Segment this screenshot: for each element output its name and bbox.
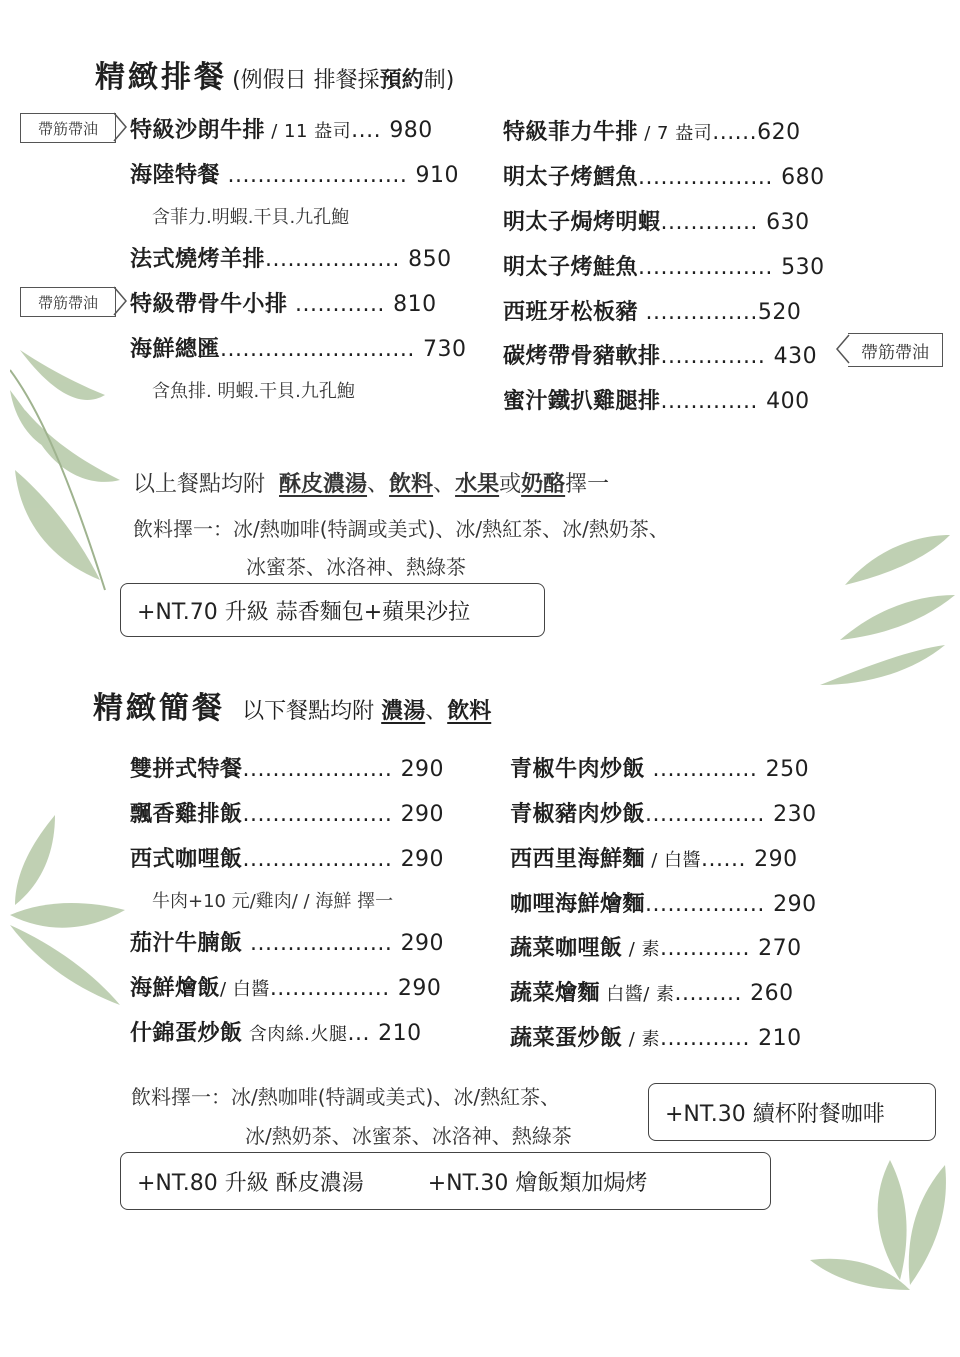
item-description: 含魚排. 明蝦.干貝.九孔鮑 (152, 381, 355, 402)
item-name: 蜜汁鐵扒雞腿排 (503, 389, 661, 414)
item-dots: ............ (287, 292, 385, 317)
item-dots: .............. (660, 344, 766, 369)
badge-arrow-right-icon (113, 286, 127, 316)
leaf-decoration-left-top (10, 350, 130, 600)
item-dots: ............ (660, 936, 750, 961)
item-note: / 11 盎司 (265, 121, 352, 142)
item-name: 雙拼式特餐 (130, 757, 243, 782)
refill-box (648, 1083, 936, 1141)
item-note: / 素 (622, 939, 661, 960)
item-name: 碳烤帶骨豬軟排 (503, 344, 661, 369)
item-price: 290 (400, 802, 445, 827)
upgrade-soup-text: +NT.80 升級 酥皮濃湯 (137, 1170, 364, 1196)
item-name: 明太子烤鱈魚 (503, 165, 639, 190)
item-price: 980 (389, 118, 433, 143)
menu-item (130, 797, 444, 828)
includes-drink: 飲料 (389, 472, 434, 497)
item-price: 290 (400, 847, 445, 872)
subtitle-prefix: (例假日 排餐採 (232, 68, 380, 93)
item-price: 290 (400, 757, 445, 782)
item-note: / 7 盎司 (638, 123, 713, 144)
drinks-options-line1: 飲料擇一：冰/熱咖啡(特調或美式)、冰/熱紅茶、冰/熱奶茶、 (133, 517, 669, 541)
set-meals-includes (133, 467, 609, 498)
item-name: 特級菲力牛排 (503, 120, 639, 145)
upgrade-box (120, 1152, 771, 1210)
item-price: 430 (773, 344, 818, 369)
item-note: 白醬/ 素 (600, 984, 675, 1005)
leaf-decoration-right-bottom (810, 1160, 955, 1295)
menu-item (503, 250, 825, 281)
separator: 、 (433, 472, 456, 497)
includes-prefix: 以上餐點均附 (133, 472, 266, 497)
item-price: 210 (758, 1026, 802, 1051)
badge-tendon-fat: 帶筋帶油 (848, 333, 943, 367)
item-price: 620 (757, 120, 801, 145)
item-note: / 白醬 (645, 850, 702, 871)
set-meals-header (95, 52, 454, 96)
menu-item (510, 842, 798, 873)
item-price: 680 (781, 165, 825, 190)
item-price: 850 (408, 247, 452, 272)
includes-suffix: 擇一 (565, 472, 610, 497)
item-price: 210 (378, 1021, 422, 1046)
item-price: 250 (765, 757, 810, 782)
menu-item (130, 752, 444, 783)
item-dots: .................. (638, 255, 773, 280)
menu-item (503, 205, 810, 236)
light-meals-header (93, 683, 491, 727)
menu-item (510, 887, 817, 918)
item-name: 法式燒烤羊排 (130, 247, 266, 272)
item-description: 含菲力.明蝦.干貝.九孔鮑 (152, 207, 350, 228)
menu-item (130, 926, 444, 957)
menu-item (130, 113, 433, 144)
item-name: 青椒豬肉炒飯 (510, 802, 646, 827)
drinks-options-line2: 冰蜜茶、冰洛神、熱綠茶 (246, 555, 466, 579)
refill-text: +NT.30 續杯附餐咖啡 (665, 1101, 885, 1127)
item-dots: ............. (660, 389, 758, 414)
includes-pudding: 奶酪 (521, 472, 566, 497)
section-title: 精緻排餐 (95, 60, 227, 95)
item-dots: ............. (660, 210, 758, 235)
item-dots: ......... (674, 981, 742, 1006)
item-dots: .................... (242, 802, 393, 827)
section-subtitle (235, 699, 491, 724)
item-price: 290 (754, 847, 798, 872)
item-dots: ...... (701, 847, 746, 872)
item-name: 咖哩海鮮燴麵 (510, 892, 646, 917)
menu-item (510, 976, 794, 1007)
item-name: 青椒牛肉炒飯 (510, 757, 646, 782)
upgrade-box (120, 583, 545, 637)
menu-item (130, 1016, 422, 1047)
item-name: 海鮮總匯 (130, 337, 221, 362)
section-title: 精緻簡餐 (93, 691, 225, 726)
separator: 、 (425, 699, 448, 724)
item-price: 400 (766, 389, 810, 414)
item-dots: ................... (242, 931, 393, 956)
includes-fruit: 水果 (455, 472, 500, 497)
menu-item (503, 384, 810, 415)
item-name: 海陸特餐 (130, 163, 221, 188)
item-dots: ............ (660, 1026, 750, 1051)
item-dots: ................ (269, 976, 390, 1001)
item-dots: .......................... (220, 337, 415, 362)
item-name: 西西里海鮮麵 (510, 847, 646, 872)
menu-item (130, 842, 444, 873)
item-name: 明太子烤鮭魚 (503, 255, 639, 280)
item-price: 530 (781, 255, 825, 280)
upgrade-bake-text: +NT.30 燴飯類加焗烤 (427, 1170, 648, 1196)
menu-item (510, 797, 817, 828)
item-name: 什錦蛋炒飯 (130, 1021, 243, 1046)
menu-item (503, 295, 801, 326)
item-name: 蔬菜蛋炒飯 (510, 1026, 623, 1051)
badge-tendon-fat: 帶筋帶油 (20, 287, 116, 317)
item-name: 西式咖哩飯 (130, 847, 243, 872)
item-name: 海鮮燴飯 (130, 976, 221, 1001)
item-dots: ................ (645, 802, 765, 827)
leaf-decoration-right-mid (815, 525, 955, 690)
item-name: 蔬菜咖哩飯 (510, 936, 623, 961)
item-price: 230 (773, 802, 817, 827)
subtitle-bold: 預約 (379, 68, 424, 93)
menu-item (503, 160, 825, 191)
item-note: 含肉絲.火腿 (242, 1024, 348, 1045)
item-dots: ... (347, 1021, 370, 1046)
item-dots: .................... (242, 757, 393, 782)
item-price: 520 (757, 300, 802, 325)
item-name: 明太子焗烤明蝦 (503, 210, 661, 235)
item-dots: .................. (265, 247, 400, 272)
menu-item (130, 332, 467, 363)
upgrade-text: +NT.70 升級 蒜香麵包+蘋果沙拉 (137, 599, 471, 625)
item-price: 290 (773, 892, 817, 917)
drinks-options-line2: 冰/熱奶茶、冰蜜茶、冰洛神、熱綠茶 (245, 1124, 572, 1148)
item-dots: .............. (645, 757, 758, 782)
item-dots: ............... (638, 300, 758, 325)
menu-item (130, 971, 441, 1002)
item-dots: .... (351, 118, 382, 143)
item-name: 茄汁牛腩飯 (130, 931, 243, 956)
menu-item (130, 242, 452, 273)
subtitle-soup: 濃湯 (381, 699, 426, 724)
menu-item (510, 931, 802, 962)
subtitle-drink: 飲料 (447, 699, 492, 724)
badge-arrow-right-icon (113, 112, 127, 142)
leaf-decoration-left-bottom (10, 815, 130, 1015)
item-name: 特級帶骨牛小排 (130, 292, 288, 317)
section-subtitle (232, 68, 454, 93)
item-price: 910 (415, 163, 460, 188)
subtitle-prefix: 以下餐點均附 (242, 699, 375, 724)
item-price: 630 (766, 210, 810, 235)
item-price: 810 (393, 292, 437, 317)
drinks-options-line1: 飲料擇一：冰/熱咖啡(特調或美式)、冰/熱紅茶、 (131, 1085, 561, 1109)
item-price: 260 (750, 981, 794, 1006)
item-name: 飄香雞排飯 (130, 802, 243, 827)
item-dots: .................... (242, 847, 393, 872)
item-name: 特級沙朗牛排 (130, 118, 266, 143)
item-dots: ................ (645, 892, 765, 917)
menu-item (130, 158, 459, 189)
menu-item (510, 1021, 802, 1052)
item-dots: ........................ (220, 163, 408, 188)
or-text: 或 (499, 472, 522, 497)
menu-item (503, 115, 801, 146)
subtitle-suffix: 制) (423, 68, 455, 93)
includes-soup: 酥皮濃湯 (279, 472, 368, 497)
item-name: 蔬菜燴麵 (510, 981, 601, 1006)
item-price: 730 (423, 337, 467, 362)
menu-item (510, 752, 809, 783)
item-dots: .................. (638, 165, 773, 190)
item-note: / 素 (622, 1029, 661, 1050)
item-dots: ...... (712, 120, 758, 145)
item-price: 290 (397, 976, 442, 1001)
item-note: / 白醬 (220, 979, 270, 1000)
item-description: 牛肉+10 元/雞肉/ / 海鮮 擇一 (152, 891, 394, 912)
separator: 、 (367, 472, 390, 497)
badge-tendon-fat: 帶筋帶油 (20, 113, 116, 143)
menu-item (130, 287, 437, 318)
menu-item (503, 339, 817, 370)
item-price: 290 (400, 931, 445, 956)
item-name: 西班牙松板豬 (503, 300, 639, 325)
item-price: 270 (758, 936, 802, 961)
